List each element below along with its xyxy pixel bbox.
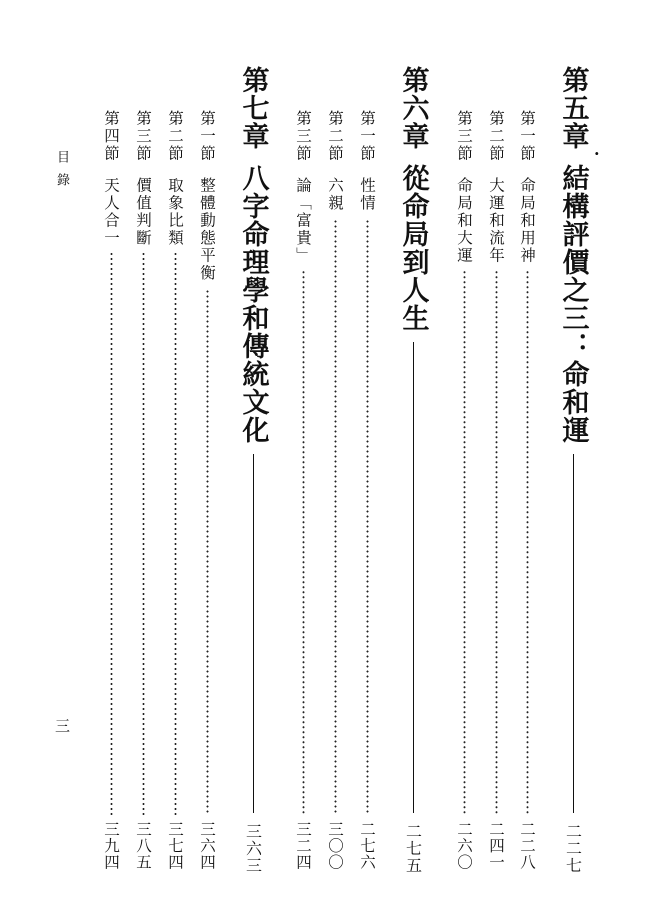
section-7-4-entry[interactable] bbox=[100, 110, 122, 870]
section-6-3-entry[interactable] bbox=[292, 110, 314, 870]
running-head: 目錄 bbox=[54, 150, 69, 196]
section-6-1-entry[interactable] bbox=[356, 110, 378, 870]
section-5-3-page: 二六〇 bbox=[455, 820, 473, 870]
section-6-2-title: 六親 bbox=[326, 176, 344, 212]
section-7-1-leader-dots bbox=[206, 288, 209, 815]
section-7-3-entry[interactable] bbox=[132, 110, 154, 870]
section-6-1-leader-dots bbox=[366, 218, 369, 815]
section-7-2-leader-dots bbox=[174, 253, 177, 815]
chapter-6-label: 第六章 bbox=[397, 66, 429, 150]
section-5-1-leader-dots bbox=[526, 270, 529, 815]
section-5-1-page: 二二八 bbox=[518, 820, 536, 870]
section-5-2-title: 大運和流年 bbox=[487, 176, 505, 264]
section-7-2-title: 取象比類 bbox=[166, 176, 184, 247]
chapter-5-title: 結構評價之三：命和運 bbox=[557, 164, 589, 444]
section-5-3-title: 命局和大運 bbox=[455, 176, 473, 264]
section-5-1-title: 命局和用神 bbox=[518, 176, 536, 264]
section-7-2-page: 三七四 bbox=[166, 820, 184, 870]
section-6-1-title: 性情 bbox=[358, 176, 376, 212]
chapter-5-label: 第五章 bbox=[557, 66, 589, 150]
section-5-2-label: 第二節 bbox=[487, 110, 505, 163]
section-6-3-leader-dots bbox=[302, 270, 305, 815]
chapter-7-label: 第七章 bbox=[237, 66, 269, 150]
section-6-1-page: 二七六 bbox=[358, 820, 376, 870]
chapter-6-leader-line bbox=[413, 342, 414, 813]
section-5-3-label: 第三節 bbox=[455, 110, 473, 163]
chapter-6-entry[interactable] bbox=[396, 66, 430, 874]
section-7-1-title: 整體動態平衡 bbox=[198, 176, 216, 282]
chapter-7-leader-line bbox=[253, 454, 254, 813]
section-5-3-leader-dots bbox=[463, 270, 466, 815]
section-7-1-entry[interactable] bbox=[196, 110, 218, 870]
page-number: 三 bbox=[53, 718, 71, 743]
section-5-2-page: 二四一 bbox=[487, 820, 505, 870]
chapter-5-mark: . bbox=[594, 140, 600, 159]
chapter-6-page: 二七五 bbox=[403, 823, 423, 874]
section-7-1-page: 三六四 bbox=[198, 820, 216, 870]
section-5-1-label: 第一節 bbox=[518, 110, 536, 163]
section-6-2-page: 三〇〇 bbox=[326, 820, 344, 870]
section-5-2-leader-dots bbox=[495, 270, 498, 815]
section-7-2-label: 第二節 bbox=[166, 110, 184, 163]
section-6-3-label: 第三節 bbox=[294, 110, 312, 163]
section-5-1-entry[interactable] bbox=[516, 110, 538, 870]
section-5-2-entry[interactable] bbox=[485, 110, 507, 870]
section-6-1-label: 第一節 bbox=[358, 110, 376, 163]
section-7-2-entry[interactable] bbox=[164, 110, 186, 870]
section-7-3-leader-dots bbox=[142, 253, 145, 815]
section-6-2-entry[interactable] bbox=[324, 110, 346, 870]
chapter-7-title: 八字命理學和傳統文化 bbox=[237, 164, 269, 444]
section-6-2-label: 第二節 bbox=[326, 110, 344, 163]
chapter-7-entry[interactable] bbox=[236, 66, 270, 874]
section-7-4-label: 第四節 bbox=[102, 110, 120, 163]
section-7-3-title: 價值判斷 bbox=[134, 176, 152, 247]
section-7-1-label: 第一節 bbox=[198, 110, 216, 163]
section-6-3-title: 論「富貴」 bbox=[294, 176, 312, 264]
chapter-5-entry[interactable] bbox=[556, 66, 590, 874]
section-5-3-entry[interactable] bbox=[453, 110, 475, 870]
section-6-3-page: 三二四 bbox=[294, 820, 312, 870]
chapter-5-leader-line bbox=[573, 454, 574, 813]
section-7-4-leader-dots bbox=[110, 253, 113, 815]
chapter-6-title: 從命局到人生 bbox=[397, 164, 429, 332]
section-6-2-leader-dots bbox=[334, 218, 337, 815]
section-7-4-title: 天人合一 bbox=[102, 176, 120, 247]
section-7-3-label: 第三節 bbox=[134, 110, 152, 163]
chapter-7-page: 三六三 bbox=[243, 823, 263, 874]
chapter-5-page: 二二七 bbox=[563, 823, 583, 874]
section-7-3-page: 三八五 bbox=[134, 820, 152, 870]
section-7-4-page: 三九四 bbox=[102, 820, 120, 870]
